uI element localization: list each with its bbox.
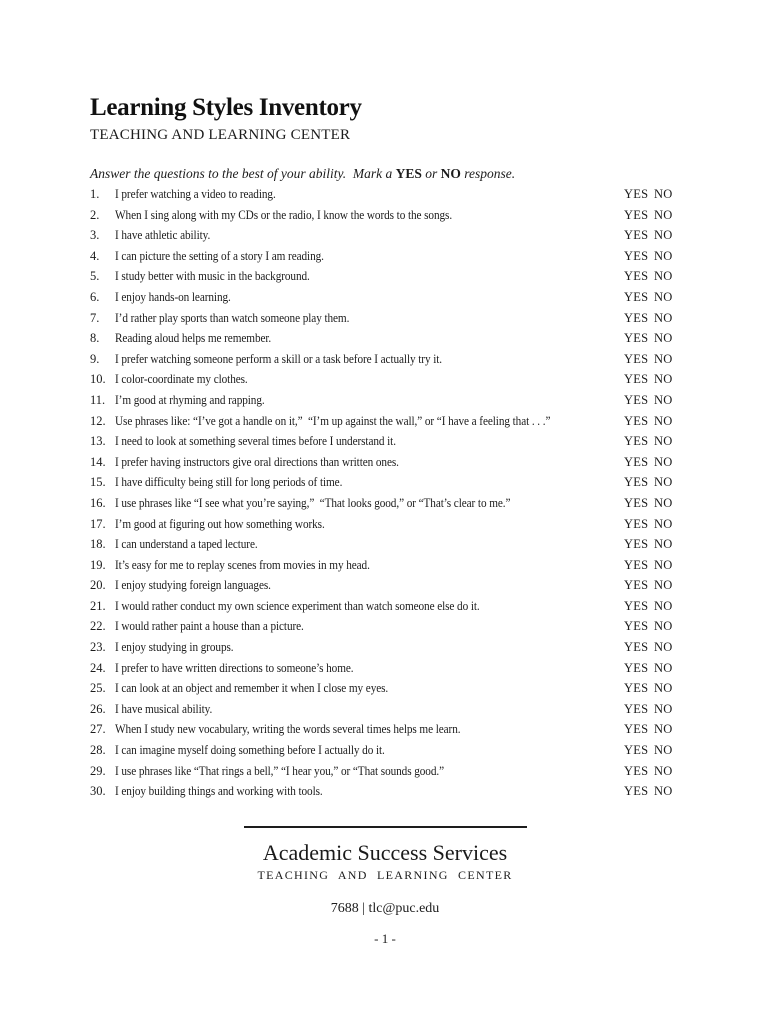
question-text: I use phrases like “That rings a bell,” “I hear you,” or “That sounds good.” [115, 763, 444, 778]
question-row [90, 658, 678, 679]
question-text: I need to look at something several times before I understand it. [115, 434, 396, 449]
instructions [90, 165, 678, 182]
yes-option[interactable]: YES [624, 187, 649, 201]
yes-option[interactable]: YES [624, 640, 649, 655]
yes-option[interactable]: YES [624, 598, 649, 613]
question-row [90, 328, 678, 349]
questions-list [90, 184, 678, 802]
question-row [90, 514, 678, 535]
footer-org-name: Academic Success Services [262, 840, 508, 865]
no-option[interactable]: NO [654, 228, 673, 243]
footer-contact: 7688 | tlc@puc.edu [330, 901, 440, 916]
question-number: 12. [90, 413, 106, 428]
no-option[interactable]: NO [654, 454, 673, 469]
yes-option[interactable]: YES [624, 289, 649, 304]
no-option[interactable]: NO [654, 763, 673, 778]
question-row [90, 575, 678, 596]
no-option[interactable]: NO [654, 660, 673, 675]
no-option[interactable]: NO [654, 289, 673, 304]
question-text: I would rather paint a house than a picture. [115, 619, 304, 634]
question-number: 1. [90, 187, 100, 201]
no-option[interactable]: NO [654, 187, 673, 201]
question-text: I study better with music in the background. [115, 269, 310, 284]
question-text: I would rather conduct my own science experiment than watch someone else do it. [115, 598, 480, 613]
no-option[interactable]: NO [654, 537, 673, 552]
yes-option[interactable]: YES [624, 660, 649, 675]
question-row [90, 637, 678, 658]
question-row [90, 678, 678, 699]
question-row [90, 616, 678, 637]
yes-option[interactable]: YES [624, 351, 649, 366]
question-row [90, 266, 678, 287]
no-option[interactable]: NO [654, 619, 673, 634]
instructions-text-tail: response. [460, 166, 516, 181]
yes-option[interactable]: YES [624, 743, 649, 758]
no-option[interactable]: NO [654, 372, 673, 387]
question-number: 27. [90, 722, 106, 737]
yes-option[interactable]: YES [624, 763, 649, 778]
question-row [90, 246, 678, 267]
yes-option[interactable]: YES [624, 516, 649, 531]
question-row [90, 287, 678, 308]
question-row [90, 555, 678, 576]
question-row [90, 349, 678, 370]
question-row [90, 761, 678, 782]
question-row [90, 411, 678, 432]
question-row [90, 534, 678, 555]
yes-option[interactable]: YES [624, 784, 649, 799]
question-text: I can picture the setting of a story I am reading. [115, 248, 324, 263]
question-number: 20. [90, 578, 106, 593]
instructions-text-lead: Answer the questions to the best of your ability. Mark a [90, 166, 396, 181]
yes-option[interactable]: YES [624, 578, 649, 593]
question-text: I enjoy studying foreign languages. [115, 578, 271, 593]
yes-option[interactable]: YES [624, 413, 649, 428]
yes-option[interactable]: YES [624, 619, 649, 634]
question-text: I’m good at figuring out how something works. [115, 516, 325, 531]
yes-option[interactable]: YES [624, 248, 649, 263]
question-number: 29. [90, 763, 106, 778]
yes-option[interactable]: YES [624, 557, 649, 572]
question-row [90, 472, 678, 493]
question-row [90, 781, 678, 802]
yes-option[interactable]: YES [624, 537, 649, 552]
no-option[interactable]: NO [654, 701, 673, 716]
question-number: 24. [90, 660, 106, 675]
question-number: 28. [90, 743, 106, 758]
question-number: 26. [90, 701, 106, 716]
question-text: I can look at an object and remember it when I close my eyes. [115, 681, 389, 696]
yes-option[interactable]: YES [624, 310, 649, 325]
document-body [90, 94, 678, 802]
yes-option[interactable]: YES [624, 701, 649, 716]
question-number: 9. [90, 351, 100, 366]
question-row [90, 184, 678, 205]
no-option[interactable]: NO [654, 475, 673, 490]
yes-option[interactable]: YES [624, 331, 649, 346]
no-option[interactable]: NO [654, 351, 673, 366]
question-number: 23. [90, 640, 106, 655]
no-option[interactable]: NO [654, 784, 673, 799]
page-number: - 1 - [374, 931, 396, 946]
question-row [90, 308, 678, 329]
no-option[interactable]: NO [654, 413, 673, 428]
yes-option[interactable]: YES [624, 207, 649, 222]
no-option[interactable]: NO [654, 743, 673, 758]
question-number: 11. [90, 392, 106, 407]
document-title: Learning Styles Inventory [90, 94, 362, 121]
question-number: 13. [90, 434, 106, 449]
instructions-yes-emphasis: YES [395, 166, 422, 181]
question-number: 18. [90, 537, 106, 552]
question-text: I’m good at rhyming and rapping. [115, 392, 265, 407]
question-number: 6. [90, 289, 100, 304]
no-option[interactable]: NO [654, 207, 673, 222]
yes-option[interactable]: YES [624, 722, 649, 737]
yes-option[interactable]: YES [624, 269, 649, 284]
no-option[interactable]: NO [654, 392, 673, 407]
no-option[interactable]: NO [654, 269, 673, 284]
question-number: 15. [90, 475, 106, 490]
page-footer [0, 820, 770, 947]
question-number: 3. [90, 228, 100, 243]
question-row [90, 493, 678, 514]
question-number: 30. [90, 784, 106, 799]
question-text: I can understand a taped lecture. [115, 537, 258, 552]
question-row [90, 369, 678, 390]
question-number: 16. [90, 495, 106, 510]
divider-line [244, 820, 527, 828]
question-row [90, 699, 678, 720]
yes-option[interactable]: YES [624, 228, 649, 243]
no-option[interactable]: NO [654, 557, 673, 572]
no-option[interactable]: NO [654, 516, 673, 531]
footer-center-name: TEACHING AND LEARNING CENTER [257, 868, 513, 882]
question-text: I prefer to have written directions to someone’s home. [115, 660, 354, 675]
no-option[interactable]: NO [654, 681, 673, 696]
question-text: When I sing along with my CDs or the radio, I know the words to the songs. [115, 207, 453, 222]
yes-option[interactable]: YES [624, 681, 649, 696]
no-option[interactable]: NO [654, 722, 673, 737]
question-row [90, 452, 678, 473]
question-text: I color-coordinate my clothes. [115, 372, 248, 387]
question-row [90, 719, 678, 740]
yes-option[interactable]: YES [624, 392, 649, 407]
question-row [90, 390, 678, 411]
question-number: 8. [90, 331, 100, 346]
question-number: 7. [90, 310, 100, 325]
question-number: 21. [90, 598, 106, 613]
no-option[interactable]: NO [654, 331, 673, 346]
question-text: I prefer having instructors give oral directions than written ones. [115, 454, 399, 469]
question-text: It’s easy for me to replay scenes from movies in my head. [115, 557, 370, 572]
yes-option[interactable]: YES [624, 434, 649, 449]
no-option[interactable]: NO [654, 434, 673, 449]
question-text: I have difficulty being still for long periods of time. [115, 475, 343, 490]
question-number: 19. [90, 557, 106, 572]
question-row [90, 225, 678, 246]
question-text: I prefer watching someone perform a skill or a task before I actually try it. [115, 351, 443, 366]
question-number: 2. [90, 207, 100, 222]
question-row [90, 431, 678, 452]
document-subtitle: TEACHING AND LEARNING CENTER [90, 127, 351, 143]
question-row [90, 596, 678, 617]
question-row [90, 205, 678, 226]
question-text: I have athletic ability. [115, 228, 211, 243]
question-text: Use phrases like: “I’ve got a handle on it,” “I’m up against the wall,” or “I have a feeling that . . .” [115, 413, 551, 428]
yes-option[interactable]: YES [624, 372, 649, 387]
question-text: I have musical ability. [115, 701, 213, 716]
question-text: I use phrases like “I see what you’re saying,” “That looks good,” or “That’s clear to me.” [115, 495, 511, 510]
question-text: When I study new vocabulary, writing the words several times helps me learn. [115, 722, 461, 737]
yes-option[interactable]: YES [624, 454, 649, 469]
question-number: 22. [90, 619, 106, 634]
yes-option[interactable]: YES [624, 495, 649, 510]
instructions-no-emphasis: NO [440, 166, 461, 181]
question-text: Reading aloud helps me remember. [115, 331, 272, 346]
no-option[interactable]: NO [654, 248, 673, 263]
question-row [90, 740, 678, 761]
no-option[interactable]: NO [654, 310, 673, 325]
no-option[interactable]: NO [654, 598, 673, 613]
question-number: 4. [90, 248, 100, 263]
question-text: I’d rather play sports than watch someone play them. [115, 310, 350, 325]
question-text: I enjoy studying in groups. [115, 640, 234, 655]
no-option[interactable]: NO [654, 640, 673, 655]
no-option[interactable]: NO [654, 495, 673, 510]
yes-option[interactable]: YES [624, 475, 649, 490]
question-text: I can imagine myself doing something before I actually do it. [115, 743, 385, 758]
no-option[interactable]: NO [654, 578, 673, 593]
question-number: 10. [90, 372, 106, 387]
question-text: I prefer watching a video to reading. [115, 187, 276, 201]
question-number: 5. [90, 269, 100, 284]
question-number: 17. [90, 516, 106, 531]
question-number: 14. [90, 454, 106, 469]
question-number: 25. [90, 681, 106, 696]
instructions-text-or: or [421, 166, 441, 181]
question-text: I enjoy hands-on learning. [115, 289, 231, 304]
question-text: I enjoy building things and working with tools. [115, 784, 323, 799]
